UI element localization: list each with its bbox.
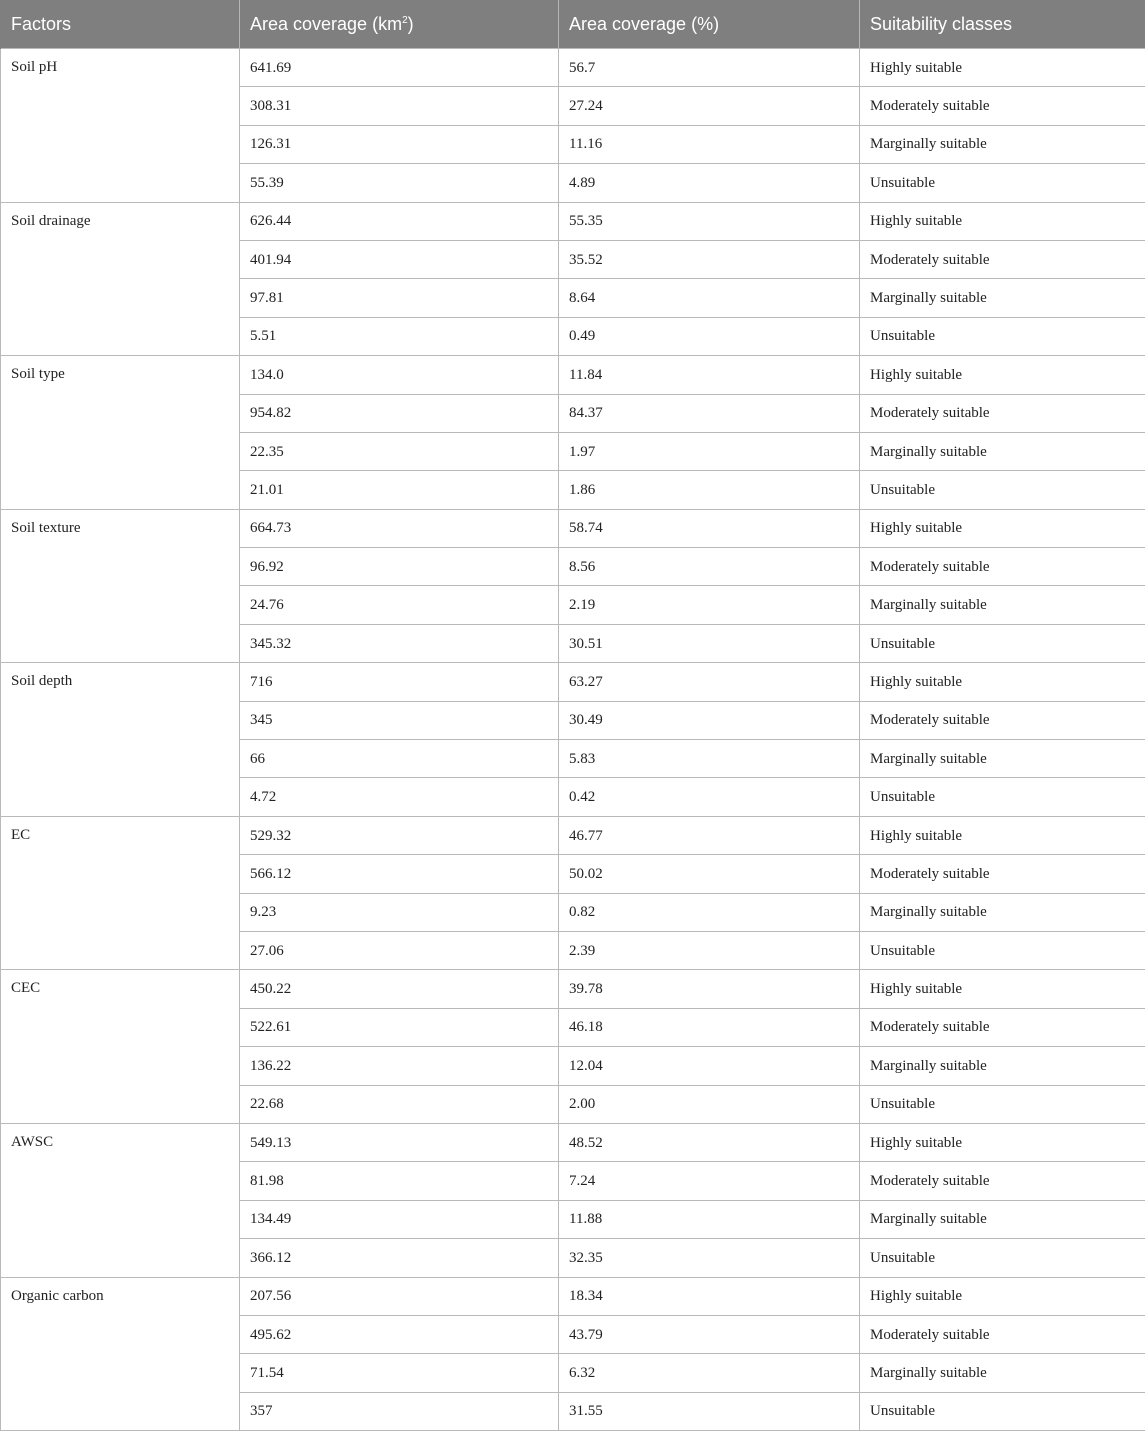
area-percent-cell: 0.82: [559, 893, 860, 931]
table-row: [1, 202, 1145, 240]
suitability-class-cell: Marginally suitable: [860, 893, 1145, 931]
area-km2-cell: 21.01: [240, 471, 559, 509]
area-km2-cell: 9.23: [240, 893, 559, 931]
area-km2-cell: 366.12: [240, 1239, 559, 1277]
area-km2-cell: 345.32: [240, 624, 559, 662]
factor-cell: Organic carbon: [1, 1277, 240, 1431]
area-km2-cell: 81.98: [240, 1162, 559, 1200]
suitability-class-cell: Moderately suitable: [860, 548, 1145, 586]
suitability-class-cell: Marginally suitable: [860, 740, 1145, 778]
area-km2-cell: 357: [240, 1392, 559, 1430]
suitability-class-cell: Unsuitable: [860, 624, 1145, 662]
area-percent-cell: 7.24: [559, 1162, 860, 1200]
header-suitability-classes: Suitability classes: [860, 0, 1145, 49]
factor-cell: Soil type: [1, 356, 240, 510]
area-percent-cell: 4.89: [559, 164, 860, 202]
suitability-class-cell: Highly suitable: [860, 509, 1145, 547]
area-km2-cell: 566.12: [240, 855, 559, 893]
suitability-class-cell: Moderately suitable: [860, 1162, 1145, 1200]
area-percent-cell: 39.78: [559, 970, 860, 1008]
area-percent-cell: 8.64: [559, 279, 860, 317]
table-body: [1, 49, 1145, 1431]
header-area-km2: [240, 0, 559, 49]
area-km2-cell: 641.69: [240, 49, 559, 87]
area-percent-cell: 11.88: [559, 1200, 860, 1238]
area-percent-cell: 55.35: [559, 202, 860, 240]
factor-cell: EC: [1, 816, 240, 970]
factor-cell: Soil drainage: [1, 202, 240, 356]
area-km2-cell: 549.13: [240, 1123, 559, 1161]
suitability-class-cell: Unsuitable: [860, 317, 1145, 355]
suitability-class-cell: Unsuitable: [860, 164, 1145, 202]
area-percent-cell: 30.51: [559, 624, 860, 662]
area-percent-cell: 35.52: [559, 240, 860, 278]
area-km2-cell: 345: [240, 701, 559, 739]
area-percent-cell: 5.83: [559, 740, 860, 778]
area-km2-cell: 5.51: [240, 317, 559, 355]
area-km2-cell: 954.82: [240, 394, 559, 432]
area-percent-cell: 43.79: [559, 1315, 860, 1353]
factor-cell: Soil texture: [1, 509, 240, 663]
suitability-class-cell: Unsuitable: [860, 471, 1145, 509]
factor-cell: Soil depth: [1, 663, 240, 817]
suitability-class-cell: Unsuitable: [860, 1085, 1145, 1123]
area-percent-cell: 84.37: [559, 394, 860, 432]
table-row: [1, 663, 1145, 701]
suitability-class-cell: Marginally suitable: [860, 125, 1145, 163]
area-km2-cell: 22.68: [240, 1085, 559, 1123]
area-percent-cell: 8.56: [559, 548, 860, 586]
area-percent-cell: 6.32: [559, 1354, 860, 1392]
suitability-class-cell: Moderately suitable: [860, 855, 1145, 893]
area-km2-cell: 450.22: [240, 970, 559, 1008]
suitability-class-cell: Highly suitable: [860, 1277, 1145, 1315]
area-km2-cell: 207.56: [240, 1277, 559, 1315]
area-percent-cell: 1.97: [559, 432, 860, 470]
suitability-class-cell: Marginally suitable: [860, 1354, 1145, 1392]
table-row: [1, 1277, 1145, 1315]
suitability-class-cell: Moderately suitable: [860, 701, 1145, 739]
area-km2-cell: 126.31: [240, 125, 559, 163]
area-km2-cell: 134.49: [240, 1200, 559, 1238]
suitability-class-cell: Marginally suitable: [860, 586, 1145, 624]
header-area-km2-superscript: 2: [402, 14, 408, 26]
area-percent-cell: 12.04: [559, 1047, 860, 1085]
area-km2-cell: 522.61: [240, 1008, 559, 1046]
table-row: [1, 970, 1145, 1008]
header-area-percent: Area coverage (%): [559, 0, 860, 49]
suitability-class-cell: Unsuitable: [860, 778, 1145, 816]
suitability-class-cell: Highly suitable: [860, 49, 1145, 87]
area-percent-cell: 11.84: [559, 356, 860, 394]
table-row: [1, 509, 1145, 547]
area-percent-cell: 63.27: [559, 663, 860, 701]
area-km2-cell: 97.81: [240, 279, 559, 317]
table-row: [1, 1123, 1145, 1161]
area-km2-cell: 626.44: [240, 202, 559, 240]
area-km2-cell: 24.76: [240, 586, 559, 624]
area-percent-cell: 31.55: [559, 1392, 860, 1430]
area-percent-cell: 48.52: [559, 1123, 860, 1161]
factor-cell: CEC: [1, 970, 240, 1124]
table-row: [1, 816, 1145, 854]
area-percent-cell: 11.16: [559, 125, 860, 163]
suitability-class-cell: Unsuitable: [860, 1392, 1145, 1430]
area-percent-cell: 58.74: [559, 509, 860, 547]
area-percent-cell: 2.00: [559, 1085, 860, 1123]
area-km2-cell: 66: [240, 740, 559, 778]
suitability-class-cell: Moderately suitable: [860, 1008, 1145, 1046]
area-km2-cell: 4.72: [240, 778, 559, 816]
area-km2-cell: 529.32: [240, 816, 559, 854]
area-percent-cell: 46.18: [559, 1008, 860, 1046]
area-percent-cell: 0.42: [559, 778, 860, 816]
suitability-class-cell: Highly suitable: [860, 663, 1145, 701]
area-percent-cell: 50.02: [559, 855, 860, 893]
area-km2-cell: 27.06: [240, 931, 559, 969]
suitability-class-cell: Highly suitable: [860, 1123, 1145, 1161]
suitability-class-cell: Highly suitable: [860, 970, 1145, 1008]
factor-cell: Soil pH: [1, 49, 240, 203]
area-percent-cell: 0.49: [559, 317, 860, 355]
suitability-class-cell: Highly suitable: [860, 816, 1145, 854]
area-percent-cell: 32.35: [559, 1239, 860, 1277]
area-percent-cell: 46.77: [559, 816, 860, 854]
area-km2-cell: 55.39: [240, 164, 559, 202]
suitability-class-cell: Marginally suitable: [860, 1047, 1145, 1085]
suitability-class-cell: Moderately suitable: [860, 240, 1145, 278]
area-percent-cell: 30.49: [559, 701, 860, 739]
area-km2-cell: 96.92: [240, 548, 559, 586]
area-percent-cell: 27.24: [559, 87, 860, 125]
area-km2-cell: 22.35: [240, 432, 559, 470]
suitability-class-cell: Moderately suitable: [860, 1315, 1145, 1353]
area-km2-cell: 134.0: [240, 356, 559, 394]
area-km2-cell: 716: [240, 663, 559, 701]
area-percent-cell: 56.7: [559, 49, 860, 87]
area-km2-cell: 664.73: [240, 509, 559, 547]
factor-cell: AWSC: [1, 1123, 240, 1277]
area-km2-cell: 136.22: [240, 1047, 559, 1085]
suitability-class-cell: Moderately suitable: [860, 394, 1145, 432]
suitability-class-cell: Unsuitable: [860, 1239, 1145, 1277]
header-area-km2-close: ): [407, 13, 414, 34]
suitability-class-cell: Highly suitable: [860, 202, 1145, 240]
area-percent-cell: 2.19: [559, 586, 860, 624]
area-percent-cell: 2.39: [559, 931, 860, 969]
area-km2-cell: 71.54: [240, 1354, 559, 1392]
table-row: [1, 356, 1145, 394]
suitability-class-cell: Marginally suitable: [860, 1200, 1145, 1238]
header-row: [1, 0, 1145, 49]
area-km2-cell: 495.62: [240, 1315, 559, 1353]
suitability-class-cell: Unsuitable: [860, 931, 1145, 969]
suitability-class-cell: Highly suitable: [860, 356, 1145, 394]
area-percent-cell: 1.86: [559, 471, 860, 509]
area-km2-cell: 308.31: [240, 87, 559, 125]
suitability-class-cell: Marginally suitable: [860, 279, 1145, 317]
table-row: [1, 49, 1145, 87]
suitability-class-cell: Moderately suitable: [860, 87, 1145, 125]
suitability-class-cell: Marginally suitable: [860, 432, 1145, 470]
header-area-km2-text: Area coverage (km: [250, 13, 403, 34]
area-percent-cell: 18.34: [559, 1277, 860, 1315]
header-factors: Factors: [1, 0, 240, 49]
area-km2-cell: 401.94: [240, 240, 559, 278]
